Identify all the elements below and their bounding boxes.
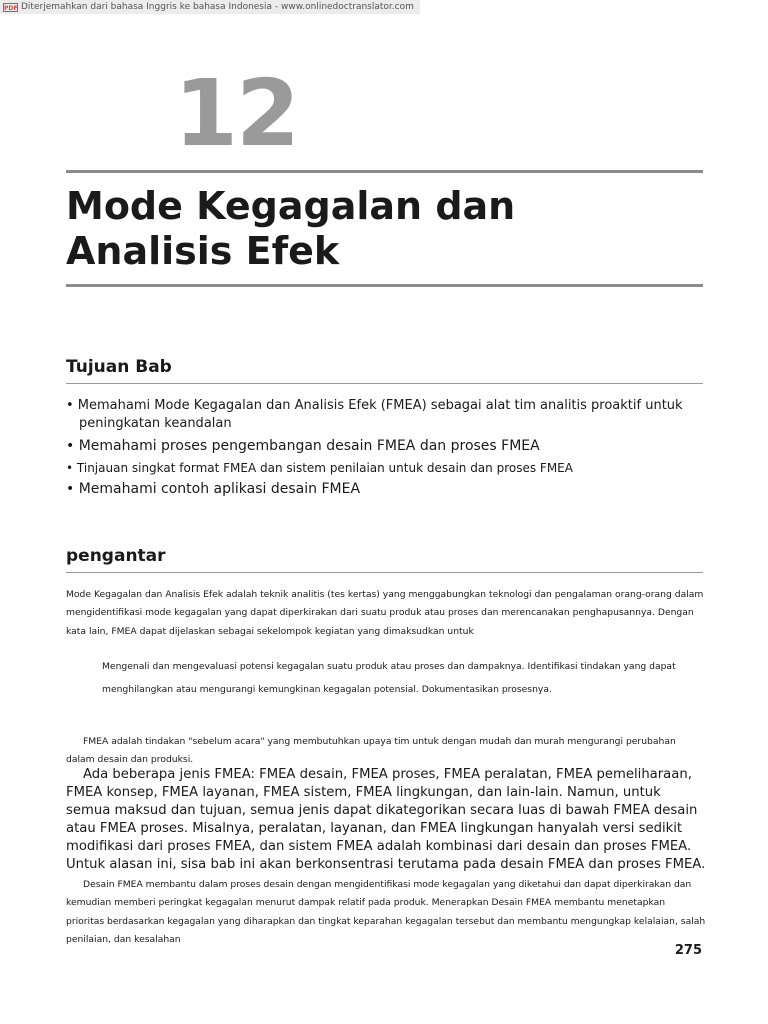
objective-item: • Tinjauan singkat format FMEA dan sistem penilaian untuk desain dan proses FMEA bbox=[66, 461, 573, 475]
intro-paragraph-1: Mode Kegagalan dan Analisis Efek adalah teknik analitis (tes kertas) yang menggabungkan teknologi dan pengalaman orang-orang dalam mengidentifikasi mode kegagalan yang dapat diperkirakan dari suatu produk atau proses dan merencanakan penghapusannya. Dengan kata lain, FMEA dapat dijelaskan sebagai sekelompok kegiatan yang dimaksudkan untuk bbox=[66, 589, 704, 637]
chapter-top-rule bbox=[66, 170, 703, 173]
objectives-list bbox=[66, 397, 706, 499]
page-number: 275 bbox=[674, 943, 702, 958]
objective-item bbox=[66, 397, 706, 433]
chapter-title-line-1: Mode Kegagalan dan bbox=[66, 184, 516, 228]
intro-rule bbox=[66, 572, 703, 573]
translator-banner[interactable] bbox=[0, 0, 420, 14]
chapter-number: 12 bbox=[174, 60, 299, 167]
pdf-icon: PDF bbox=[4, 4, 18, 12]
objective-item-continuation: peningkatan keandalan bbox=[79, 416, 232, 431]
objectives-heading: Tujuan Bab bbox=[66, 357, 172, 377]
chapter-title bbox=[66, 184, 515, 274]
banner-text[interactable]: Diterjemahkan dari bahasa Inggris ke bahasa Indonesia - www.onlinedoctranslator.com bbox=[21, 2, 414, 12]
intro-paragraph-4: Desain FMEA membantu dalam proses desain dengan mengidentifikasi mode kegagalan yang diketahui dan dapat diperkirakan dan kemudian memberi peringkat kegagalan menurut dampak relatif pada produk. Menerapkan Desain FMEA membantu menetapkan prioritas berdasarkan kegagalan yang diharapkan dan tingkat keparahan kegagalan tersebut dan membantu mengungkap kelalaian, salah penilaian, dan kesalahan bbox=[66, 879, 706, 945]
intro-paragraph-3: Ada beberapa jenis FMEA: FMEA desain, FMEA proses, FMEA peralatan, FMEA pemeliharaan, FMEA konsep, FMEA layanan, FMEA sistem, FMEA lingkungan, dan lain-lain. Namun, untuk semua maksud dan tujuan, semua jenis dapat dikategorikan secara luas di bawah FMEA desain atau FMEA proses. Misalnya, peralatan, layanan, dan FMEA lingkungan hanyalah versi sedikit modifikasi dari proses FMEA, dan sistem FMEA adalah kombinasi dari desain dan proses FMEA. Untuk alasan ini, sisa bab ini akan berkonsentrasi terutama pada desain FMEA dan proses FMEA. bbox=[66, 767, 706, 872]
objective-item: • Memahami contoh aplikasi desain FMEA bbox=[66, 481, 361, 497]
objective-item: • Memahami proses pengembangan desain FMEA dan proses FMEA bbox=[66, 438, 540, 454]
intro-quote: Mengenali dan mengevaluasi potensi kegagalan suatu produk atau proses dan dampaknya. Identifikasi tindakan yang dapat menghilangkan atau mengurangi kemungkinan kegagalan potensial. Dokumentasikan prosesnya. bbox=[102, 661, 676, 695]
chapter-bottom-rule bbox=[66, 284, 703, 287]
chapter-title-line-2: Analisis Efek bbox=[66, 229, 340, 273]
objectives-rule bbox=[66, 383, 703, 384]
intro-heading: pengantar bbox=[66, 546, 166, 566]
objective-item-text: • Memahami Mode Kegagalan dan Analisis Efek (FMEA) sebagai alat tim analitis proaktif untuk bbox=[66, 398, 683, 413]
intro-paragraph-2: FMEA adalah tindakan "sebelum acara" yang membutuhkan upaya tim untuk dengan mudah dan murah mengurangi perubahan dalam desain dan produksi. bbox=[66, 736, 676, 766]
